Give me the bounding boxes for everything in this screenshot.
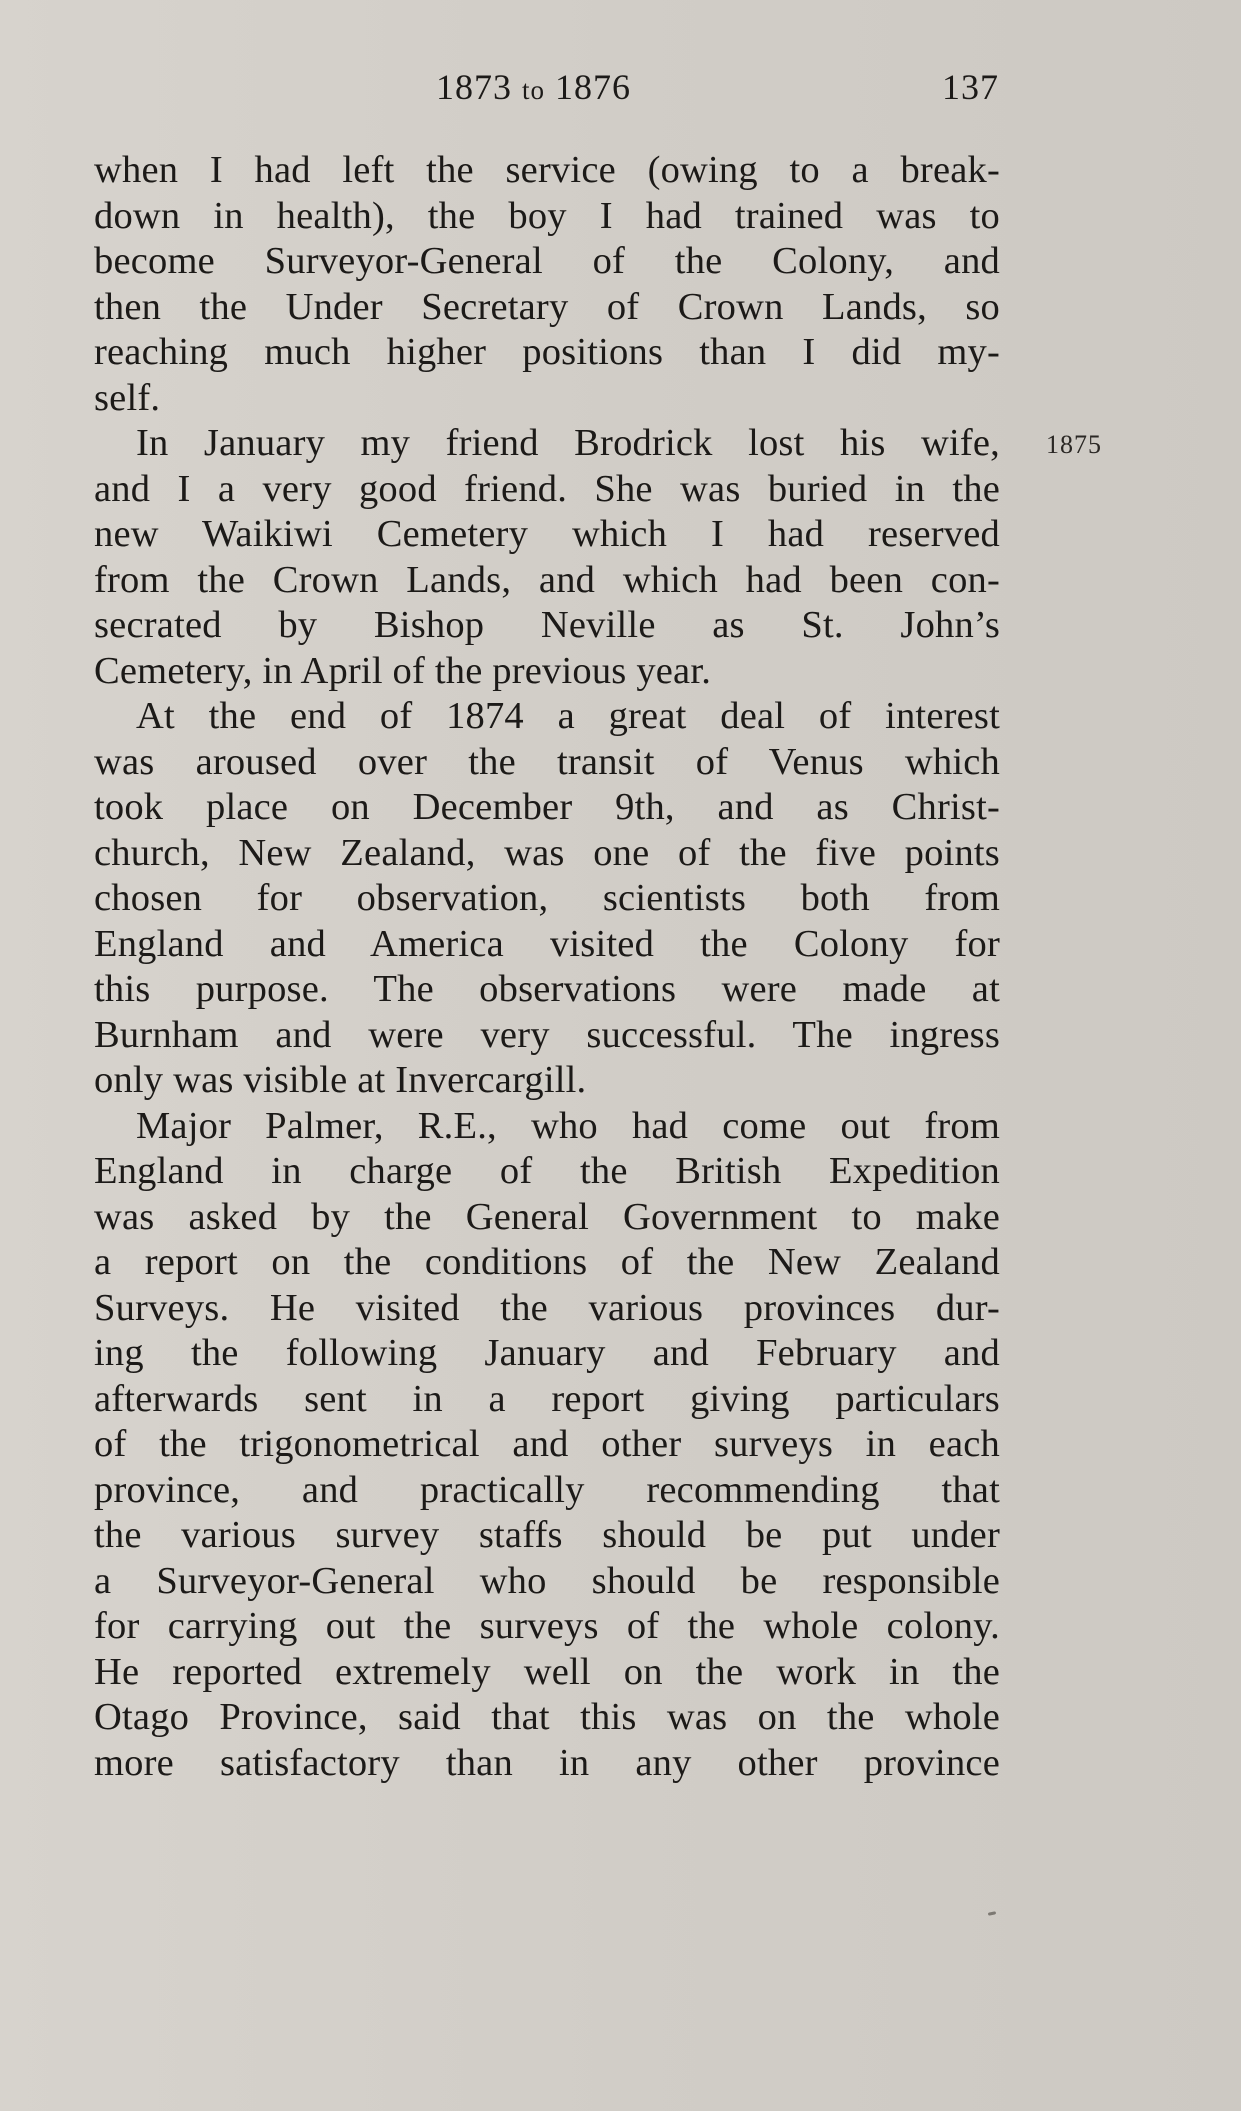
paper-speck (988, 1911, 996, 1916)
text-line: took place on December 9th, and as Christ- (94, 786, 1000, 828)
text-line: of the trigonometrical and other surveys in each (94, 1423, 1000, 1465)
running-title-year-end: 1876 (555, 67, 632, 107)
text-line: Surveys. He visited the various provinces dur- (94, 1286, 1000, 1329)
text-line: ing the following January and February and (94, 1332, 1000, 1374)
running-title-year-start: 1873 (436, 67, 512, 107)
text-line: the various survey staffs should be put under (94, 1514, 1000, 1556)
text-line: from the Crown Lands, and which had been con- (94, 558, 1000, 601)
running-head (0, 66, 1241, 116)
text-line: and I a very good friend. She was buried in the (94, 467, 1000, 510)
margin-year-note: 1875 (1046, 430, 1102, 459)
text-line: a Surveyor-General who should be responsible (94, 1559, 1000, 1602)
text-line: then the Under Secretary of Crown Lands, so (94, 285, 1000, 328)
text-line: was asked by the General Government to make (94, 1195, 1000, 1238)
running-title (436, 66, 631, 108)
text-line: down in health), the boy I had trained was to (94, 194, 1000, 237)
text-line: reaching much higher positions than I did my- (94, 331, 1000, 373)
text-line: England and America visited the Colony for (94, 922, 1000, 965)
paragraph-start-line: In January my friend Brodrick lost his wife, (136, 422, 1000, 464)
text-line: more satisfactory than in any other province (94, 1741, 1000, 1784)
text-line: church, New Zealand, was one of the five points (94, 831, 1000, 874)
text-line: Otago Province, said that this was on the whole (94, 1696, 1000, 1738)
text-line: England in charge of the British Expedition (94, 1150, 1000, 1192)
text-line: become Surveyor-General of the Colony, and (94, 240, 1000, 282)
text-line: only was visible at Invercargill. (94, 1059, 587, 1101)
text-line: He reported extremely well on the work in the (94, 1650, 1000, 1693)
body-text (94, 148, 1000, 1786)
text-line: afterwards sent in a report giving particulars (94, 1377, 1000, 1420)
running-title-to: to (522, 75, 546, 105)
text-line: Cemetery, in April of the previous year. (94, 649, 712, 692)
text-line: chosen for observation, scientists both from (94, 877, 1000, 919)
text-line: for carrying out the surveys of the whole colony. (94, 1605, 1000, 1647)
text-line: province, and practically recommending that (94, 1468, 1000, 1511)
text-line: secrated by Bishop Neville as St. John’s (94, 604, 1000, 646)
text-line: this purpose. The observations were made at (94, 968, 1000, 1010)
text-line: a report on the conditions of the New Zealand (94, 1241, 1000, 1283)
page-number: 137 (942, 67, 999, 107)
text-line: self. (94, 376, 161, 419)
text-line: Burnham and were very successful. The ingress (94, 1013, 1000, 1056)
text-line: when I had left the service (owing to a break- (94, 149, 1000, 191)
text-line: new Waikiwi Cemetery which I had reserved (94, 513, 1000, 555)
paragraph-start-line: At the end of 1874 a great deal of interest (136, 695, 1000, 737)
text-line: was aroused over the transit of Venus which (94, 740, 1000, 783)
paragraph-start-line: Major Palmer, R.E., who had come out from (136, 1104, 1000, 1147)
